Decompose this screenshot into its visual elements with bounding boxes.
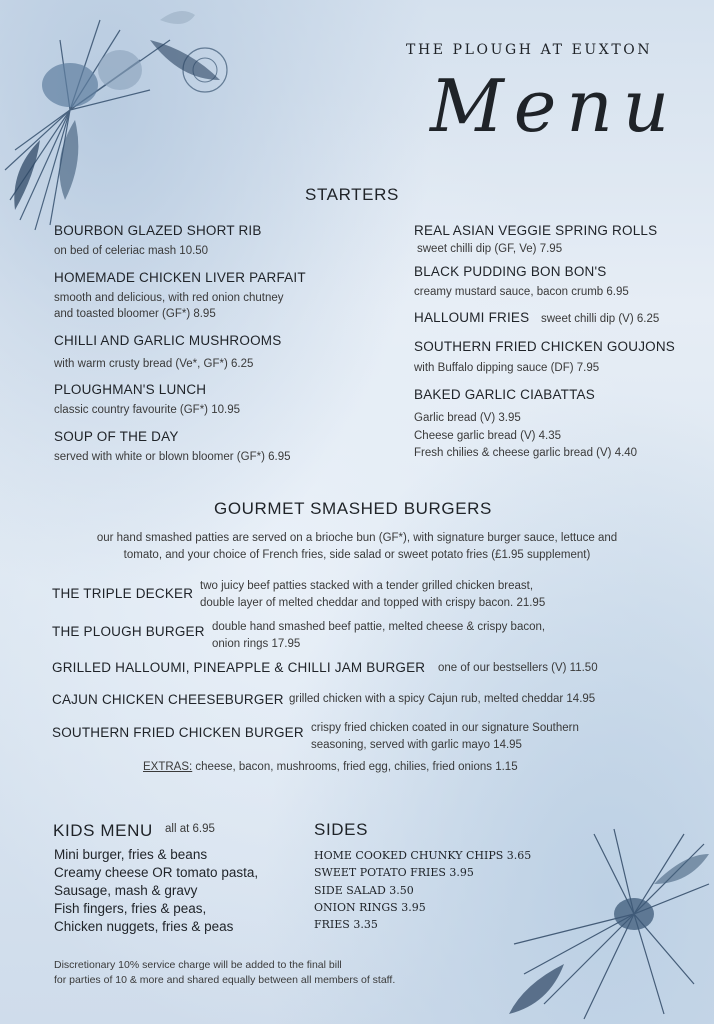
starter-desc: with warm crusty bread (Ve*, GF*) 6.25 [54,358,254,370]
kids-item: Mini burger, fries & beans [54,847,208,862]
starter-name: CHILLI AND GARLIC MUSHROOMS [54,333,282,348]
starter-desc: Cheese garlic bread (V) 4.35 [414,430,562,442]
kids-price-note: all at 6.95 [165,823,215,835]
burger-name: THE TRIPLE DECKER [52,586,194,601]
kids-item: Creamy cheese OR tomato pasta, [54,865,259,880]
starter-desc: sweet chilli dip (V) 6.25 [541,313,660,325]
burger-name: GRILLED HALLOUMI, PINEAPPLE & CHILLI JAM BURGER [52,660,426,675]
starter-desc: Fresh chilies & cheese garlic bread (V) 4.40 [414,447,638,459]
burger-name: CAJUN CHICKEN CHEESEBURGER [52,692,284,707]
starter-name: SOUP OF THE DAY [54,429,179,444]
side-item: SIDE SALAD 3.50 [314,884,414,897]
floral-decoration-bottom-right-icon [504,824,714,1024]
extras-label: EXTRAS: [143,761,193,773]
side-item: FRIES 3.35 [314,918,378,931]
burger-desc: onion rings 17.95 [212,638,301,650]
kids-heading: KIDS MENU [53,821,153,840]
starter-desc: creamy mustard sauce, bacon crumb 6.95 [414,286,629,298]
starter-desc: with Buffalo dipping sauce (DF) 7.95 [414,362,600,374]
burger-desc: seasoning, served with garlic mayo 14.95 [311,739,522,751]
burgers-heading: GOURMET SMASHED BURGERS [214,499,492,518]
burger-name: THE PLOUGH BURGER [52,624,205,639]
burger-desc: one of our bestsellers (V) 11.50 [438,662,598,674]
service-charge-note: for parties of 10 & more and shared equally between all members of staff. [54,974,396,986]
burger-desc: two juicy beef patties stacked with a tender grilled chicken breast, [200,580,534,592]
starter-name: BLACK PUDDING BON BON'S [414,264,607,279]
starter-name: SOUTHERN FRIED CHICKEN GOUJONS [414,339,676,354]
kids-item: Chicken nuggets, fries & peas [54,919,234,934]
burger-desc: crispy fried chicken coated in our signature Southern [311,722,579,734]
burgers-intro: our hand smashed patties are served on a brioche bun (GF*), with signature burger sauce, lettuce and [96,532,618,544]
kids-item: Fish fingers, fries & peas, [54,901,207,916]
starter-desc: smooth and delicious, with red onion chutney [54,292,284,304]
extras-text: cheese, bacon, mushrooms, fried egg, chilies, fried onions 1.15 [192,761,518,773]
starter-desc: classic country favourite (GF*) 10.95 [54,404,240,416]
restaurant-name: THE PLOUGH AT EUXTON [406,42,653,58]
side-item: HOME COOKED CHUNKY CHIPS 3.65 [314,849,532,862]
starter-desc: sweet chilli dip (GF, Ve) 7.95 [417,243,563,255]
starter-name: HALLOUMI FRIES [414,310,530,325]
burger-name: SOUTHERN FRIED CHICKEN BURGER [52,725,304,740]
service-charge-note: Discretionary 10% service charge will be added to the final bill [54,959,342,971]
menu-title: Menu [430,64,680,148]
side-item: ONION RINGS 3.95 [314,901,426,914]
starter-desc: Garlic bread (V) 3.95 [414,412,521,424]
sides-heading: SIDES [314,820,369,839]
kids-item: Sausage, mash & gravy [54,883,198,898]
burger-desc: double hand smashed beef pattie, melted cheese & crispy bacon, [212,621,546,633]
starter-desc: served with white or blown bloomer (GF*) 6.95 [54,451,291,463]
starter-name: REAL ASIAN VEGGIE SPRING ROLLS [414,223,658,238]
burger-desc: double layer of melted cheddar and topped with crispy bacon. 21.95 [200,597,546,609]
extras-line [143,761,518,773]
burger-desc: grilled chicken with a spicy Cajun rub, melted cheddar 14.95 [289,693,596,705]
floral-decoration-top-left-icon [0,0,230,240]
burgers-intro: tomato, and your choice of French fries, side salad or sweet potato fries (£1.95 supplement) [123,549,591,561]
starter-desc: on bed of celeriac mash 10.50 [54,245,209,257]
starter-name: PLOUGHMAN'S LUNCH [54,382,207,397]
starter-desc: and toasted bloomer (GF*) 8.95 [54,308,216,320]
starter-name: HOMEMADE CHICKEN LIVER PARFAIT [54,270,306,285]
starters-heading: STARTERS [305,185,399,204]
starter-name: BAKED GARLIC CIABATTAS [414,387,595,402]
starter-name: BOURBON GLAZED SHORT RIB [54,223,262,238]
side-item: SWEET POTATO FRIES 3.95 [314,866,474,879]
